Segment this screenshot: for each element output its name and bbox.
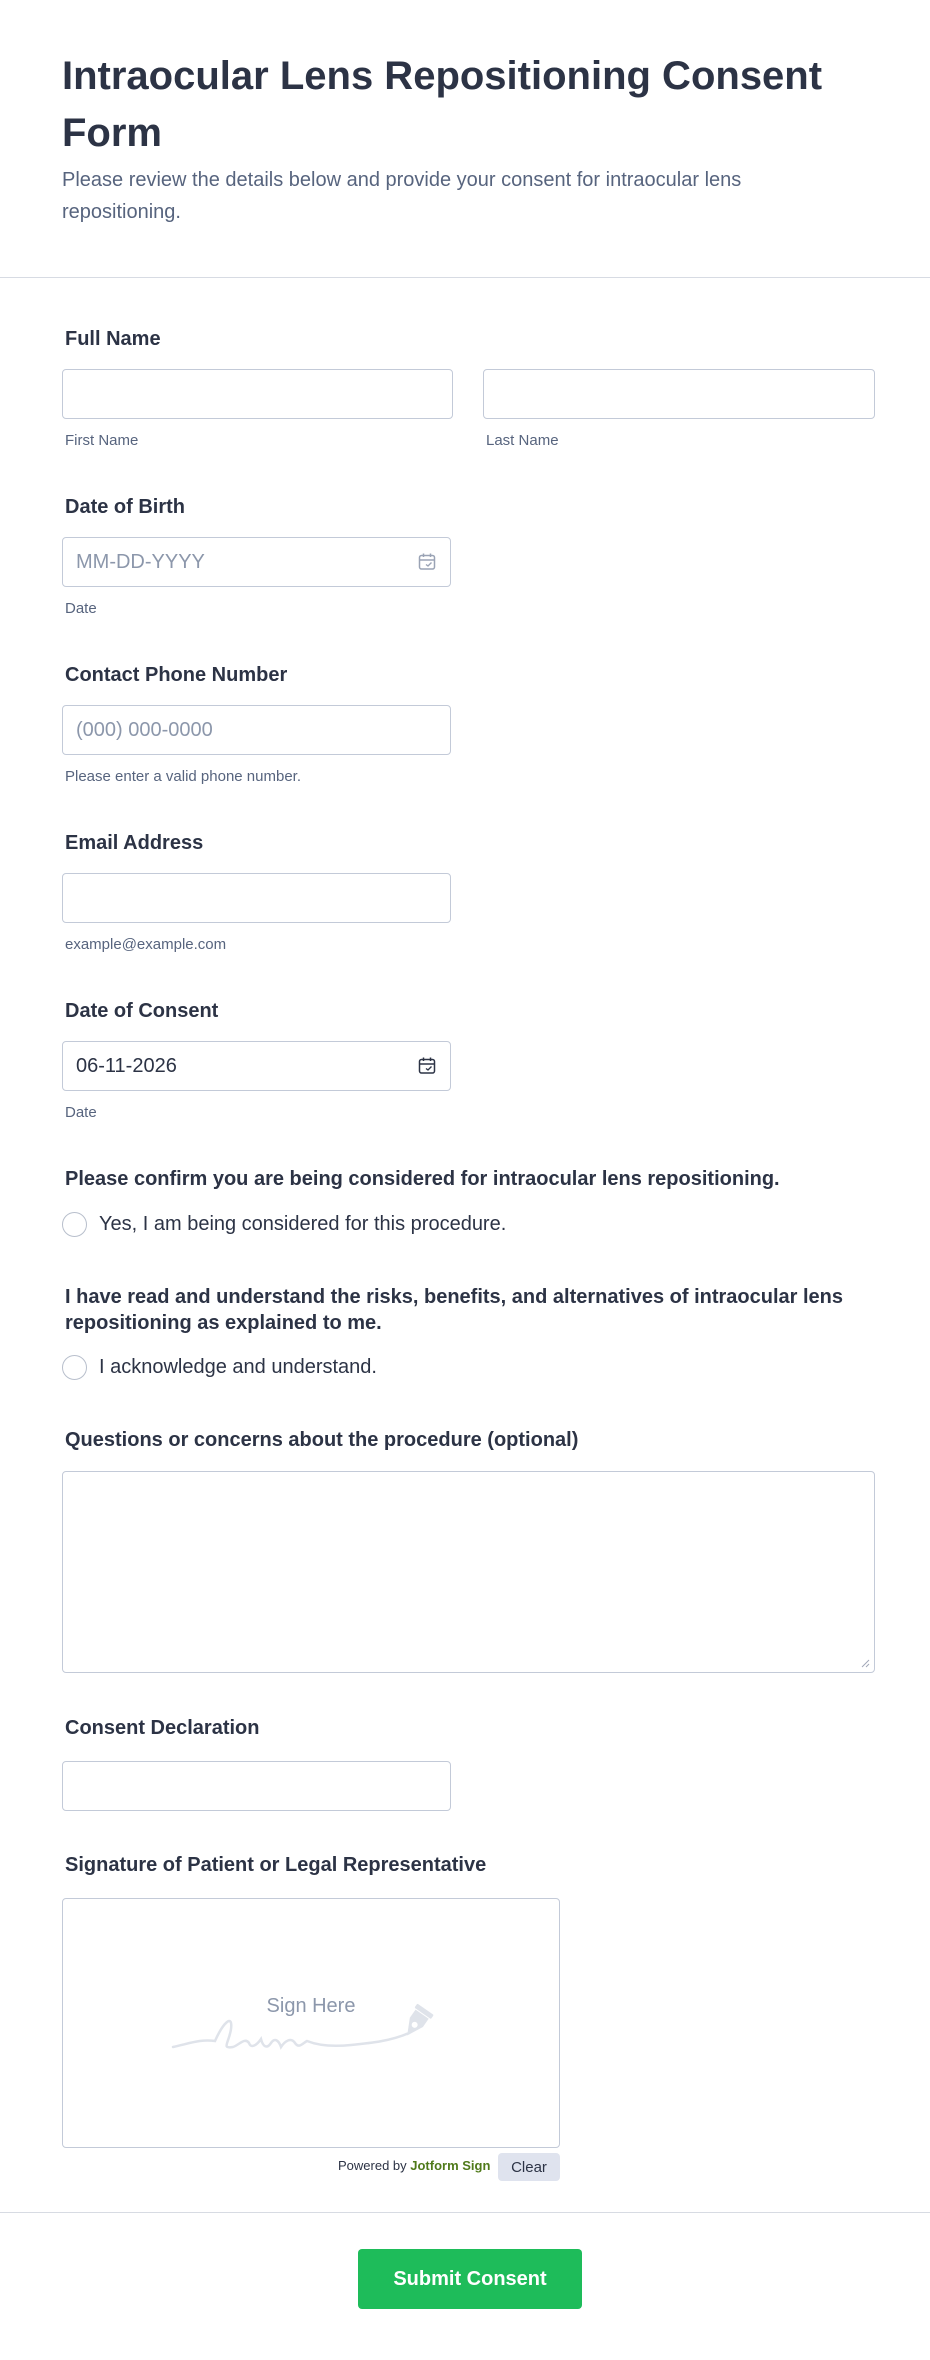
form-header — [0, 0, 930, 278]
last-name-input[interactable] — [483, 369, 875, 419]
first-name-input[interactable] — [62, 369, 453, 419]
consent-date-field — [62, 1041, 451, 1091]
last-name-sublabel: Last Name — [486, 432, 559, 449]
full-name-label: Full Name — [65, 328, 161, 350]
consent-date-input[interactable] — [62, 1041, 451, 1091]
clear-signature-button[interactable]: Clear — [498, 2153, 560, 2181]
acknowledge-option-label: I acknowledge and understand. — [99, 1355, 377, 1378]
confirm-candidate-option-label: Yes, I am being considered for this procedure. — [99, 1212, 507, 1235]
confirm-candidate-option[interactable] — [62, 1210, 506, 1238]
acknowledge-question: I have read and understand the risks, benefits, and alternatives of intraocular lens repositioning as explained to me. — [65, 1286, 844, 1334]
acknowledge-radio[interactable] — [62, 1355, 87, 1380]
form-subtitle: Please review the details below and provide your consent for intraocular lens repositioning. — [62, 169, 742, 223]
questions-label: Questions or concerns about the procedure (optional) — [65, 1429, 579, 1451]
calendar-icon[interactable] — [417, 1056, 437, 1076]
sign-here-text: Sign Here — [266, 1995, 356, 2017]
acknowledge-option[interactable] — [62, 1353, 377, 1381]
email-label: Email Address — [65, 832, 204, 854]
phone-input[interactable] — [62, 705, 451, 755]
consent-date-label: Date of Consent — [65, 1000, 219, 1022]
dob-field — [62, 537, 451, 587]
dob-label: Date of Birth — [65, 496, 185, 518]
powered-by-text — [338, 2158, 490, 2173]
resize-grip-icon[interactable] — [860, 1658, 870, 1668]
dob-sublabel: Date — [65, 600, 97, 617]
signature-label: Signature of Patient or Legal Representative — [65, 1854, 487, 1876]
dob-input[interactable] — [62, 537, 451, 587]
form-title: Intraocular Lens Repositioning Consent Form — [62, 54, 823, 155]
questions-textarea[interactable] — [62, 1471, 875, 1673]
first-name-sublabel: First Name — [65, 432, 139, 449]
consent-date-sublabel: Date — [65, 1104, 97, 1121]
jotform-sign-brand: Jotform Sign — [410, 2158, 491, 2173]
declaration-label: Consent Declaration — [65, 1717, 260, 1739]
email-sublabel: example@example.com — [65, 936, 227, 953]
footer-divider — [0, 2212, 930, 2213]
declaration-input[interactable] — [62, 1761, 451, 1811]
calendar-icon[interactable] — [417, 552, 437, 572]
powered-by-prefix: Powered by — [338, 2158, 411, 2173]
confirm-candidate-question: Please confirm you are being considered for intraocular lens repositioning. — [65, 1168, 780, 1190]
submit-consent-button[interactable]: Submit Consent — [358, 2249, 582, 2309]
phone-sublabel: Please enter a valid phone number. — [65, 768, 301, 785]
phone-label: Contact Phone Number — [65, 664, 288, 686]
signature-pad[interactable] — [62, 1898, 560, 2148]
confirm-candidate-radio[interactable] — [62, 1212, 87, 1237]
email-input[interactable] — [62, 873, 451, 923]
